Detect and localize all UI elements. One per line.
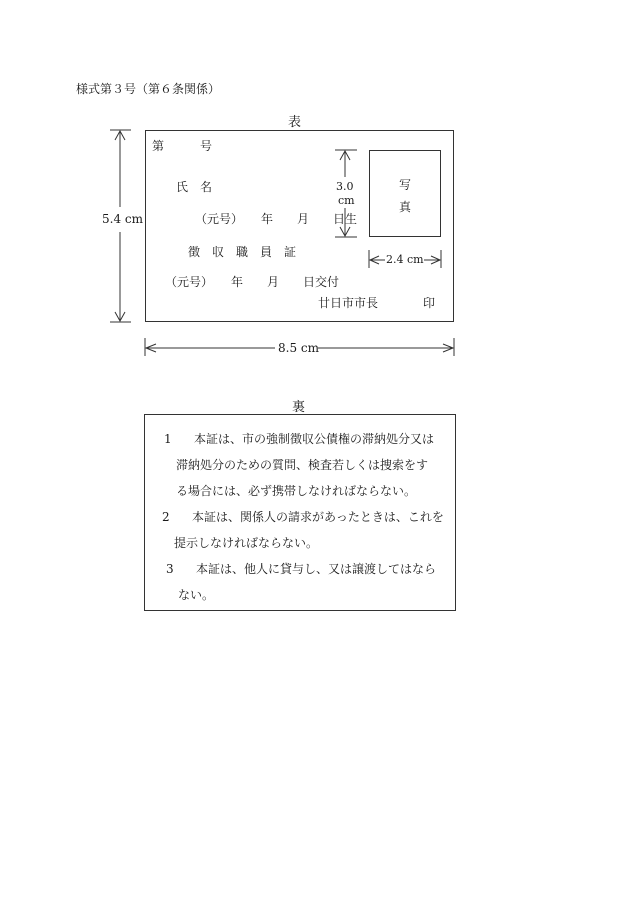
dim-card-height: 5.4 cm xyxy=(102,212,143,226)
birth-date-line: （元号） 年 月 日生 xyxy=(195,212,358,226)
back-item-3 xyxy=(166,556,456,608)
dim-card-width: 8.5 cm xyxy=(278,341,319,355)
dim-photo-height-unit: cm xyxy=(338,194,355,207)
item-text-line: る場合には、必ず携帯しなければならない。 xyxy=(176,484,417,498)
item-text: 本証は、他人に貸与し、又は譲渡してはなら xyxy=(196,562,437,576)
dim-photo-height-value: 3.0 xyxy=(336,180,354,193)
issuer-name: 廿日市市長 xyxy=(318,296,379,310)
item-number: 2 xyxy=(162,510,170,524)
issue-date-line: （元号） 年 月 日交付 xyxy=(165,275,340,289)
item-text-line: 滞納処分のための質問、検査若しくは捜索をす xyxy=(176,458,429,472)
item-text: 本証は、関係人の請求があったときは、これを xyxy=(192,510,444,524)
form-title: 様式第３号（第６条関係） xyxy=(76,82,221,96)
seal-mark: 印 xyxy=(423,296,436,310)
back-item-2 xyxy=(162,504,452,556)
dim-photo-width: 2.4 cm xyxy=(386,253,424,266)
back-heading: 裏 xyxy=(292,400,306,415)
card-title: 徴 収 職 員 証 xyxy=(188,245,297,259)
photo-label-1: 写 xyxy=(399,178,412,192)
item-text-line: 提示しなければならない。 xyxy=(174,536,319,550)
card-number-label: 第 号 xyxy=(152,139,213,153)
item-number: 1 xyxy=(164,432,172,446)
item-text-line: ない。 xyxy=(178,588,215,602)
front-heading: 表 xyxy=(288,115,302,130)
item-number: 3 xyxy=(166,562,174,576)
name-label: 氏 名 xyxy=(176,180,213,194)
back-item-1 xyxy=(164,426,454,504)
photo-label-2: 真 xyxy=(399,200,412,214)
item-text: 本証は、市の強制徴収公債権の滞納処分又は xyxy=(194,432,435,446)
